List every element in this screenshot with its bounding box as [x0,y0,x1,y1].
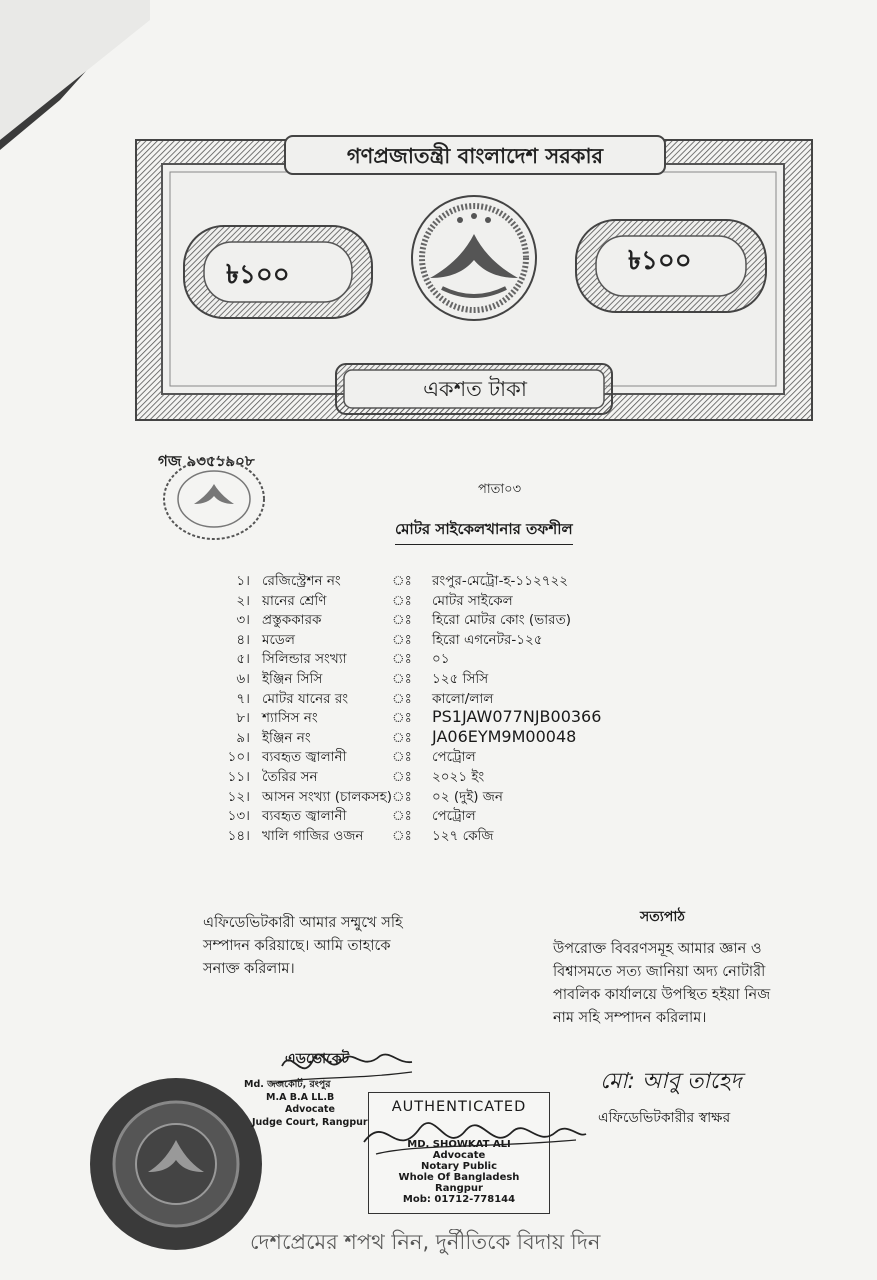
detail-value: পেট্রোল [432,749,476,766]
detail-separator: ঃ [392,769,412,785]
detail-number: ১। [236,573,250,589]
detail-separator: ঃ [392,808,412,825]
deponent-signature-label: এফিডেভিটকারীর স্বাক্ষর [598,1110,731,1126]
detail-value: PS1JAW077NJB00366 [432,707,602,727]
detail-separator: ঃ [392,592,412,609]
notary-signature [356,1102,590,1166]
detail-row [0,746,877,766]
detail-row [0,668,877,688]
oath-line: পাবলিক কার্যালয়ে উপস্থিত হইয়া নিজ [553,987,771,1003]
oath-title: সত্যপাঠ [640,909,685,925]
stamp-header: গণপ্রজাতন্ত্রী বাংলাদেশ সরকার [346,143,604,168]
advocate-name: Md. জজকোর্ট, রংপুর [244,1079,331,1090]
detail-label: মোটর যানের রং [262,690,349,707]
detail-separator: ঃ [392,612,412,629]
advocate-title: এডভোকেট [285,1051,350,1067]
detail-number: ৭। [236,690,250,707]
detail-number: ১০। [227,749,250,766]
serial-number: গজ ৯৩৫১৯০৮ [158,452,255,470]
footer-slogan: দেশপ্রেমের শপথ নিন, দুর্নীতিকে বিদায় দিন [250,1230,601,1254]
detail-number: ৪। [236,631,250,648]
identification-line: এফিডেভিটকারী আমার সম্মুখে সহি [203,915,403,931]
detail-number: ৬। [236,671,250,687]
oath-line: বিশ্বাসমতে সত্য জানিয়া অদ্য নোটারী [553,964,766,980]
detail-value: কালো/লাল [432,690,494,707]
detail-row [0,727,877,747]
detail-row [0,590,877,610]
detail-value: রংপুর-মেট্রো-হ-১১২৭২২ [432,573,569,589]
oath-text [553,938,770,1030]
detail-separator: ঃ [392,827,412,844]
detail-number: ৮। [236,710,250,727]
detail-value: ১২৫ সিসি [432,671,489,687]
detail-value: ০২ (দুই) জন [432,788,503,805]
detail-label: শ্যাসিস নং [262,710,318,727]
detail-row [0,648,877,668]
notary-role: Advocate [432,1150,486,1161]
advocate-role: Advocate [285,1104,335,1115]
detail-label: তৈরির সন [262,769,318,785]
detail-value: ২০২১ ইং [432,769,485,785]
detail-value: ০১ [432,651,450,668]
detail-number: ১৩। [227,808,250,825]
detail-label: খালি গাজির ওজন [262,827,364,844]
detail-number: ২। [236,592,250,609]
detail-separator: ঃ [392,651,412,668]
detail-label: মডেল [262,631,295,648]
notary-name: MD. SHOWKAT ALI [407,1139,511,1150]
detail-value: হিরো এগনেটর-১২৫ [432,631,543,648]
stamp-amount-words: একশত টাকা [423,376,527,401]
detail-label: ব্যবহৃত জ্বালানী [262,749,347,766]
identification-text [203,912,403,981]
deponent-signature: মো: আবু তাহেদ [600,1069,742,1094]
detail-row [0,805,877,825]
detail-row [0,609,877,629]
detail-separator: ঃ [392,788,412,805]
notary-role: Notary Public [420,1161,498,1172]
identification-line: সনাক্ত করিলাম। [203,961,295,977]
oath-line: উপরোক্ত বিবরণসমূহ আমার জ্ঞান ও [553,941,762,957]
detail-value: ১২৭ কেজি [432,827,494,844]
detail-value: হিরো মোটর কোং (ভারত) [432,612,571,629]
detail-value: JA06EYM9M00048 [432,726,577,746]
notary-region: Whole Of Bangladesh [398,1172,520,1183]
page-title: মোটর সাইকেলখানার তফশীল [395,518,573,545]
detail-separator: ঃ [392,671,412,687]
detail-row [0,570,877,590]
detail-label: সিলিন্ডার সংখ্যা [262,651,347,668]
detail-number: ৯। [236,729,250,746]
detail-row [0,688,877,708]
oath-line: নাম সহি সম্পাদন করিলাম। [553,1010,707,1026]
detail-label: য়ানের শ্রেণি [262,592,327,609]
detail-label: ব্যবহৃত জ্বালানী [262,808,347,825]
detail-label: ইঞ্জিন সিসি [262,671,323,687]
detail-separator: ঃ [392,631,412,648]
detail-row [0,629,877,649]
detail-separator: ঃ [392,690,412,707]
advocate-degree: M.A B.A LL.B [266,1092,335,1103]
detail-label: রেজিস্ট্রেশন নং [262,573,341,589]
stamp-amount-left: ৳১০০ [226,260,290,290]
registry-seal [160,456,268,542]
detail-number: ১৪। [227,827,250,844]
detail-label: ইঞ্জিন নং [262,729,311,746]
detail-row [0,766,877,786]
detail-label: প্রস্তুককারক [262,612,322,629]
page-number: পাতা০৩ [478,482,522,497]
authenticated-label: AUTHENTICATED [391,1099,527,1115]
detail-row [0,786,877,806]
detail-separator: ঃ [392,710,412,727]
detail-separator: ঃ [392,729,412,746]
notary-mobile: Mob: 01712-778144 [402,1194,516,1205]
detail-number: ৫। [236,651,250,668]
detail-label: আসন সংখ্যা (চালকসহ) [262,788,392,805]
detail-number: ১১। [227,769,250,785]
detail-separator: ঃ [392,573,412,589]
detail-row [0,707,877,727]
notary-city: Rangpur [435,1183,483,1194]
advocate-court: Judge Court, Rangpur [252,1117,368,1128]
stamp-amount-right: ৳১০০ [628,246,692,276]
identification-line: সম্পাদন করিয়াছে। আমি তাহাকে [203,938,391,954]
detail-row [0,825,877,845]
detail-number: ১২। [227,788,250,805]
detail-number: ৩। [236,612,250,629]
detail-value: পেট্রোল [432,808,476,825]
notary-embossed-seal [86,1070,270,1260]
detail-separator: ঃ [392,749,412,766]
detail-value: মোটর সাইকেল [432,592,513,609]
